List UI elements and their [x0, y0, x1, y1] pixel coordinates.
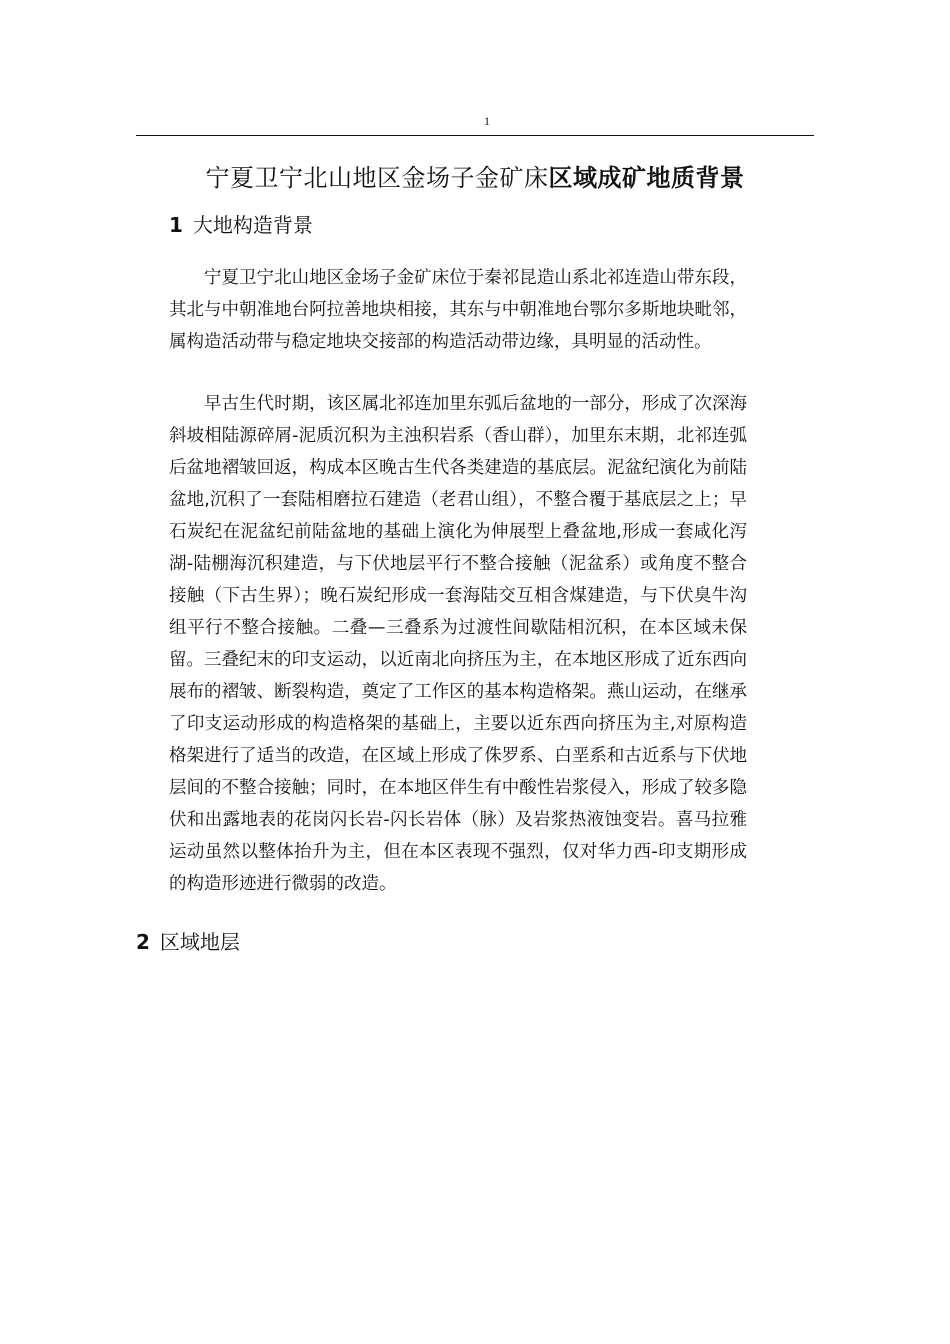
section-number: 1 [169, 213, 183, 237]
section-title: 大地构造背景 [192, 213, 313, 237]
section-title: 区域地层 [159, 930, 240, 954]
section-number: 2 [136, 930, 150, 954]
document-title [0, 160, 950, 196]
document-title-regular: 宁夏卫宁北山地区金场子金矿床 [205, 164, 549, 192]
page-number: 1 [484, 114, 490, 128]
document-title-bold: 区域成矿地质背景 [548, 164, 745, 192]
header-rule [136, 135, 814, 136]
section-heading-1 [169, 210, 313, 240]
section-heading-2 [136, 927, 240, 957]
paragraph-2: 早古生代时期，该区属北祁连加里东弧后盆地的一部分，形成了次深海斜坡相陆源碎屑-泥质沉积为主浊积岩系（香山群），加里东末期，北祁连弧后盆地褶皱回返，构成本区晚古生代各类建造的基底层。泥盆纪演化为前陆盆地,沉积了一套陆相磨拉石建造（老君山组），不整合覆于基底层之上；早石炭纪在泥盆纪前陆盆地的基础上演化为伸展型上叠盆地,形成一套咸化泻湖-陆棚海沉积建造，与下伏地层平行不整合接触（泥盆系）或角度不整合接触（下古生界）；晚石炭纪形成一套海陆交互相含煤建造，与下伏臭牛沟组平行不整合接触。二叠—三叠系为过渡性间歇陆相沉积，在本区域未保留。三叠纪末的印支运动，以近南北向挤压为主，在本地区形成了近东西向展布的褶皱、断裂构造，奠定了工作区的基本构造格架。燕山运动，在继承了印支运动形成的构造格架的基础上，主要以近东西向挤压为主,对原构造格架进行了适当的改造，在区域上形成了侏罗系、白垩系和古近系与下伏地层间的不整合接触；同时，在本地区伴生有中酸性岩浆侵入，形成了较多隐伏和出露地表的花岗闪长岩-闪长岩体（脉）及岩浆热液蚀变岩。喜马拉雅运动虽然以整体抬升为主，但在本区表现不强烈，仅对华力西-印支期形成的构造形迹进行微弱的改造。 [169, 394, 747, 894]
paragraph-1: 宁夏卫宁北山地区金场子金矿床位于秦祁昆造山系北祁连造山带东段，其北与中朝准地台阿拉善地块相接，其东与中朝准地台鄂尔多斯地块毗邻，属构造活动带与稳定地块交接部的构造活动带边缘，具明显的活动性。 [169, 268, 747, 352]
